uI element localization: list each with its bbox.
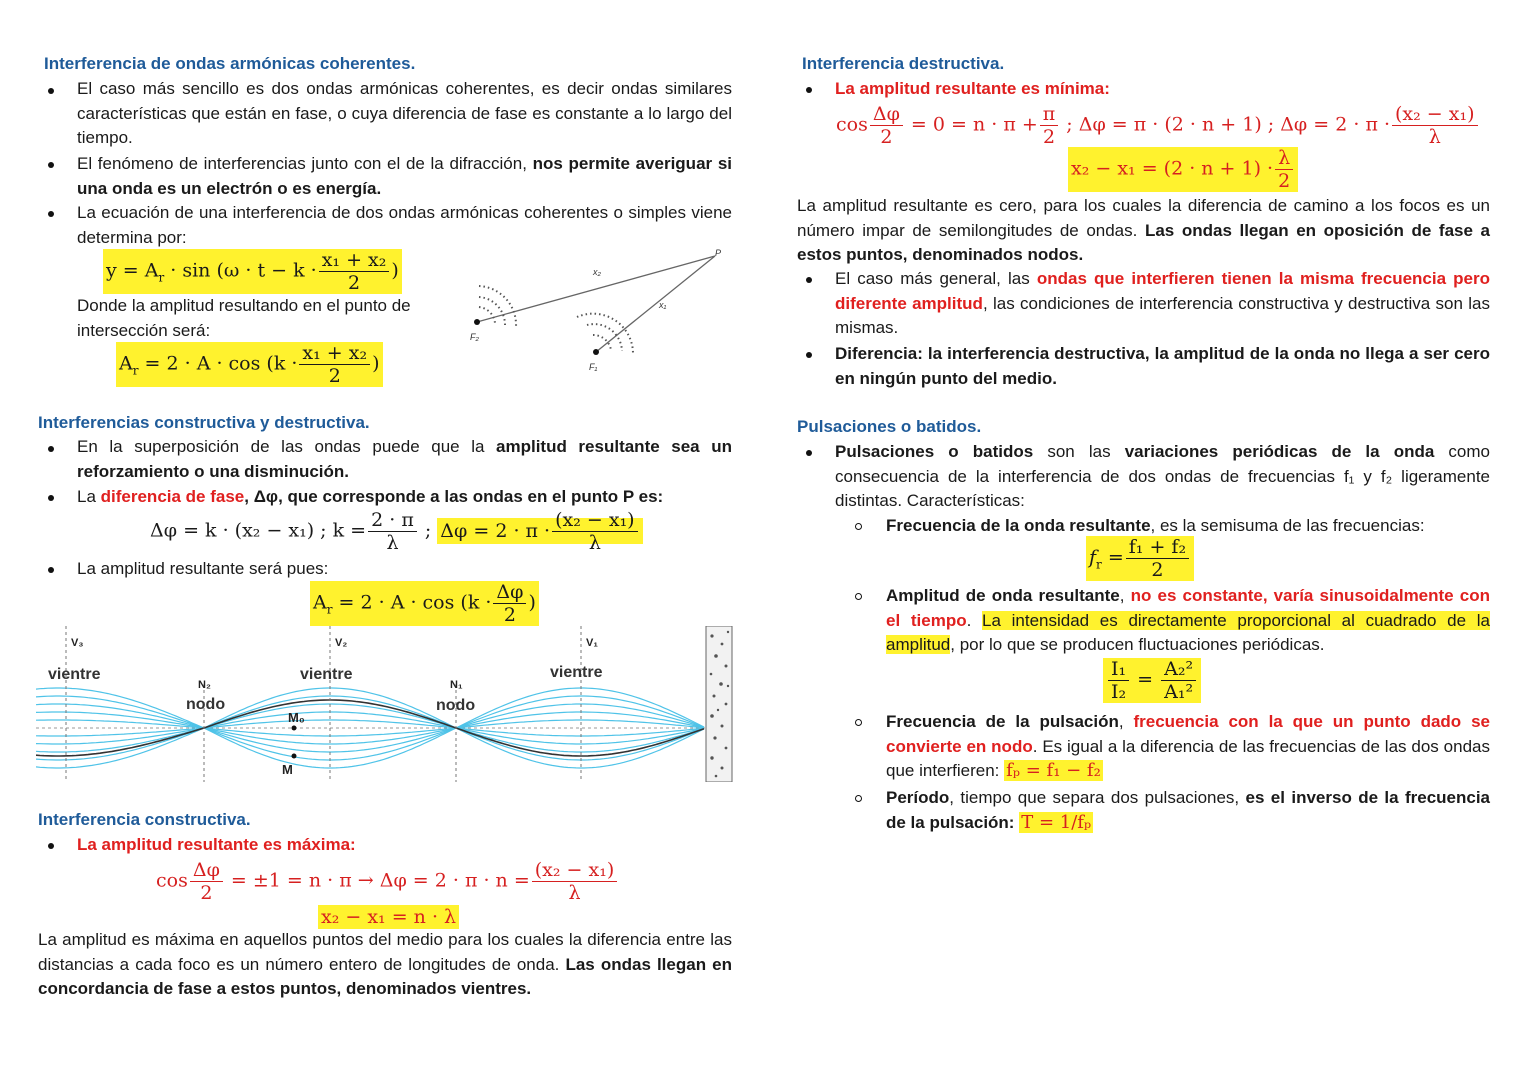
- nodo-label-1: nodo: [186, 696, 226, 713]
- nodo-label-2: nodo: [436, 697, 476, 714]
- point-m0-dot: [292, 726, 297, 731]
- source-f2-dot: [474, 319, 480, 325]
- paragraph-amplitude-intro: Donde la amplitud resultando en el punto de intersección será:: [77, 296, 411, 340]
- wave-envelope-line: [36, 696, 704, 760]
- path-x2-line: [477, 256, 715, 322]
- path-x1-line: [596, 256, 715, 352]
- constructive-max-label: La amplitud resultante es máxima:: [77, 835, 356, 854]
- paragraph-amplitude-result: La amplitud resultante será pues:: [77, 559, 329, 578]
- bullet: [48, 843, 54, 849]
- equation-amplitude-phase: $A_r = 2 \cdot A \cdot \cos (k$ · $\frac{\Delta\varphi}{2}$ ): [310, 581, 539, 626]
- equation-phase: Δφ = k · (x₂ − x₁) ; k = $\frac{2 \cdot \pi}{\lambda}$ ; Δφ = 2 · π · $\frac{\text{(x₂ − x₁)}}{\lambda}$: [150, 509, 643, 554]
- bullet: [48, 495, 54, 501]
- wave-envelope-line: [36, 696, 704, 760]
- source-f1-dot: [593, 349, 599, 355]
- bullet: [48, 162, 54, 168]
- standing-wave-figure: [36, 626, 736, 782]
- wall: [706, 626, 732, 782]
- section-title-const-dest: Interferencias constructiva y destructiva.: [38, 413, 370, 432]
- bullet: [48, 211, 54, 217]
- paragraph-coherent-3: La ecuación de una interferencia de dos ondas armónicas coherentes o simples viene determina por:: [77, 203, 732, 247]
- sub-bullet: [855, 593, 862, 600]
- equation-path-diff-max: x₂ − x₁ = n · λ: [318, 905, 459, 929]
- wavefronts-f1: [577, 314, 633, 353]
- v2-label: V₂: [335, 637, 348, 649]
- bullet: [806, 450, 812, 456]
- equation-constructive: cos $\frac{\Delta\varphi}{2}$ = ±1 = n · π → Δφ = 2 · π · n = $\frac{\text{(x₂ − x₁)}}{\lambda}$: [156, 859, 619, 904]
- section-title-beats: Pulsaciones o batidos.: [797, 417, 982, 436]
- m-label: M: [282, 762, 293, 777]
- paragraph-resultant-freq: Frecuencia de la onda resultante, es la semisuma de las frecuencias:: [886, 516, 1425, 535]
- paragraph-constructive: La amplitud es máxima en aquellos puntos del medio para los cuales la diferencia entre las distancias a cada foco es un número entero de longitudes de onda. Las ondas llegan en concordancia de fase a estos puntos, denominados vientres.: [38, 930, 732, 998]
- wavefronts-f2: [479, 286, 516, 327]
- section-title-destructive: Interferencia destructiva.: [802, 54, 1005, 73]
- bullet: [48, 567, 54, 573]
- paragraph-destructive: La amplitud resultante es cero, para los cuales la diferencia de camino a los focos es un número impar de semilongitudes de ondas. Las ondas llegan en oposición de fase a estos puntos, denominados nodos.: [797, 196, 1490, 264]
- paragraph-amplitude-beats: Amplitud de onda resultante, no es constante, varía sinusoidalmente con el tiempo. La intensidad es directamente proporcional al cuadrado de la amplitud, por lo que se producen fluctuaciones periódicas.: [886, 586, 1490, 654]
- destructive-min-label: La amplitud resultante es mínima:: [835, 79, 1110, 98]
- x2-label: x₂: [593, 267, 601, 277]
- bullet: [806, 352, 812, 358]
- paragraph-phase-diff: La diferencia de fase, Δφ, que corresponde a las ondas en el punto P es:: [77, 487, 664, 506]
- point-m-dot: [292, 754, 297, 759]
- equation-destructive: cos $\frac{\Delta\varphi}{2}$ = 0 = n · π + $\frac{\pi}{2}$ ; Δφ = π · (2 · n + 1) ; Δφ = 2 · π · $\frac{\text{(x₂ − x₁)}}{\lambda}$: [836, 103, 1480, 148]
- x1-label: x₁: [659, 300, 667, 310]
- vientre-label-3: vientre: [550, 664, 603, 681]
- v1-label: V₁: [586, 637, 598, 649]
- equation-intensity-ratio: $\frac{\text{I₁}}{\text{I₂}}$ = $\frac{\text{A₂²}}{\text{A₁²}}$: [1103, 658, 1201, 703]
- paragraph-coherent-1: El caso más sencillo es dos ondas armónicas coherentes, es decir ondas similares características que están en fase, o cuya diferencia de fase es constante a lo largo del tiempo.: [77, 79, 732, 147]
- sub-bullet: [855, 523, 862, 530]
- point-p-label: P: [715, 248, 722, 258]
- f1-label: F₁: [589, 362, 598, 372]
- n2-label: N₂: [198, 679, 211, 691]
- paragraph-difference: Diferencia: la interferencia destructiva, la amplitud de la onda no llega a ser cero en ningún punto del medio.: [835, 344, 1490, 388]
- sub-bullet: [855, 719, 862, 726]
- equation-path-diff-min: x₂ − x₁ = (2 · n + 1) · $\frac{\lambda}{2}$: [1068, 147, 1298, 192]
- f2-label: F₂: [470, 332, 479, 342]
- bullet: [806, 277, 812, 283]
- n1-label: N₁: [450, 679, 463, 691]
- v3-label: V₃: [71, 637, 84, 649]
- equation-wave: $y = A_r \cdot \sin (\omega \cdot t - k$ · $\frac{\text{x₁ + x₂}}{2}$ ): [103, 249, 402, 294]
- paragraph-beats: Pulsaciones o batidos son las variaciones periódicas de la onda como consecuencia de la interferencia de dos ondas de frecuencias f₁ y f₂ ligeramente distintas. Características:: [835, 442, 1490, 510]
- vientre-label-2: vientre: [300, 666, 353, 683]
- bullet: [48, 446, 54, 452]
- vientre-label-1: vientre: [48, 666, 101, 683]
- section-title-coherent: Interferencia de ondas armónicas coherentes.: [44, 54, 416, 73]
- paragraph-period: Período, tiempo que separa dos pulsaciones, es el inverso de la frecuencia de la pulsación: T = 1/fₚ: [886, 788, 1491, 833]
- two-sources-figure: [465, 245, 740, 380]
- bullet: [48, 88, 54, 94]
- section-title-constructive: Interferencia constructiva.: [38, 810, 251, 829]
- wave-envelope-line: [36, 704, 704, 752]
- paragraph-beat-freq: Frecuencia de la pulsación, frecuencia con la que un punto dado se convierte en nodo. Es igual a la diferencia de las frecuencias de las dos ondas que interfieren: fₚ = f₁ − f₂: [886, 712, 1490, 781]
- sub-bullet: [855, 795, 862, 802]
- paragraph-general-case: El caso más general, las ondas que interfieren tienen la misma frecuencia pero diferente amplitud, las condiciones de interferencia constructiva y destructiva son las mismas.: [835, 269, 1490, 337]
- bullet: [806, 87, 812, 93]
- paragraph-coherent-2: El fenómeno de interferencias junto con el de la difracción, nos permite averiguar si una onda es un electrón o es energía.: [77, 154, 732, 198]
- paragraph-superposition: En la superposición de las ondas puede que la amplitud resultante sea un reforzamiento o una disminución.: [77, 437, 732, 481]
- equation-amplitude: $A_r = 2 \cdot A \cdot \cos (k$ · $\frac{\text{x₁ + x₂}}{2}$ ): [116, 342, 383, 387]
- equation-resultant-freq: $f_r$ = $\frac{\text{f₁ + f₂}}{2}$: [1086, 536, 1194, 581]
- m0-label: M₀: [288, 710, 305, 725]
- wave-envelope-line: [36, 704, 704, 752]
- wave-reference-line: [36, 700, 704, 756]
